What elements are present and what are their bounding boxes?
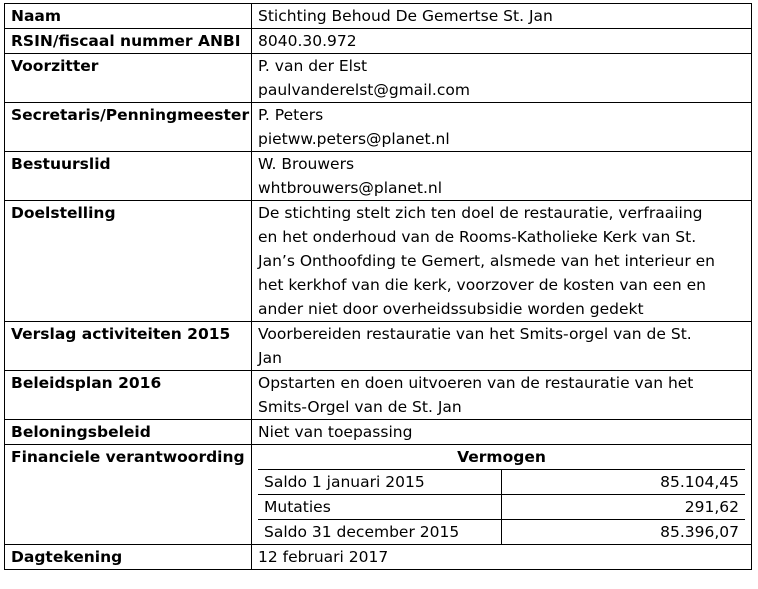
verslag-line: Jan (258, 349, 282, 367)
row-naam (5, 4, 752, 29)
vermogen-row-label: Mutaties (258, 495, 502, 520)
row-doelstelling (5, 201, 752, 322)
voorzitter-name: P. van der Elst (258, 57, 368, 75)
vermogen-row-label: Saldo 31 december 2015 (258, 520, 502, 545)
value-secretaris (252, 103, 752, 152)
anbi-info-table (4, 3, 752, 570)
row-voorzitter (5, 54, 752, 103)
row-secretaris (5, 103, 752, 152)
vermogen-row (258, 520, 745, 545)
label-doelstelling: Doelstelling (5, 201, 252, 322)
value-doelstelling (252, 201, 752, 322)
beleidsplan-line: Opstarten en doen uitvoeren van de restauratie van het (258, 374, 694, 392)
vermogen-header-row (258, 445, 745, 470)
value-voorzitter (252, 54, 752, 103)
label-verslag: Verslag activiteiten 2015 (5, 322, 252, 371)
label-voorzitter: Voorzitter (5, 54, 252, 103)
vermogen-row-amount: 291,62 (502, 495, 746, 520)
financiele-table-cell (252, 445, 752, 545)
label-rsin: RSIN/fiscaal nummer ANBI (5, 29, 252, 54)
vermogen-header: Vermogen (258, 445, 745, 470)
row-financiele (5, 445, 752, 545)
row-beleidsplan (5, 371, 752, 420)
value-rsin: 8040.30.972 (252, 29, 752, 54)
label-beleidsplan: Beleidsplan 2016 (5, 371, 252, 420)
value-dagtekening: 12 februari 2017 (252, 545, 752, 570)
vermogen-row-amount: 85.104,45 (502, 470, 746, 495)
vermogen-row-amount: 85.396,07 (502, 520, 746, 545)
value-verslag (252, 322, 752, 371)
beleidsplan-line: Smits-Orgel van de St. Jan (258, 398, 462, 416)
bestuurslid-name: W. Brouwers (258, 155, 355, 173)
doelstelling-line: Jan’s Onthoofding te Gemert, alsmede van het interieur en (258, 252, 715, 270)
row-rsin (5, 29, 752, 54)
voorzitter-email: paulvanderelst@gmail.com (258, 81, 470, 99)
value-naam: Stichting Behoud De Gemertse St. Jan (252, 4, 752, 29)
label-secretaris: Secretaris/Penningmeester (5, 103, 252, 152)
secretaris-email: pietww.peters@planet.nl (258, 130, 450, 148)
vermogen-row (258, 470, 745, 495)
row-dagtekening (5, 545, 752, 570)
doelstelling-line: ander niet door overheidssubsidie worden gedekt (258, 300, 644, 318)
label-bestuurslid: Bestuurslid (5, 152, 252, 201)
label-beloningsbeleid: Beloningsbeleid (5, 420, 252, 445)
value-beleidsplan (252, 371, 752, 420)
vermogen-row (258, 495, 745, 520)
verslag-line: Voorbereiden restauratie van het Smits-orgel van de St. (258, 325, 692, 343)
vermogen-row-label: Saldo 1 januari 2015 (258, 470, 502, 495)
bestuurslid-email: whtbrouwers@planet.nl (258, 179, 443, 197)
vermogen-table (258, 445, 745, 544)
value-bestuurslid (252, 152, 752, 201)
doelstelling-line: het kerkhof van die kerk, voorzover de kosten van een en (258, 276, 706, 294)
label-financiele: Financiele verantwoording (5, 445, 252, 545)
row-verslag (5, 322, 752, 371)
label-dagtekening: Dagtekening (5, 545, 252, 570)
value-beloningsbeleid: Niet van toepassing (252, 420, 752, 445)
doelstelling-line: en het onderhoud van de Rooms-Katholieke Kerk van St. (258, 228, 697, 246)
doelstelling-line: De stichting stelt zich ten doel de restauratie, verfraaiing (258, 204, 703, 222)
label-naam: Naam (5, 4, 252, 29)
secretaris-name: P. Peters (258, 106, 324, 124)
row-beloningsbeleid (5, 420, 752, 445)
row-bestuurslid (5, 152, 752, 201)
